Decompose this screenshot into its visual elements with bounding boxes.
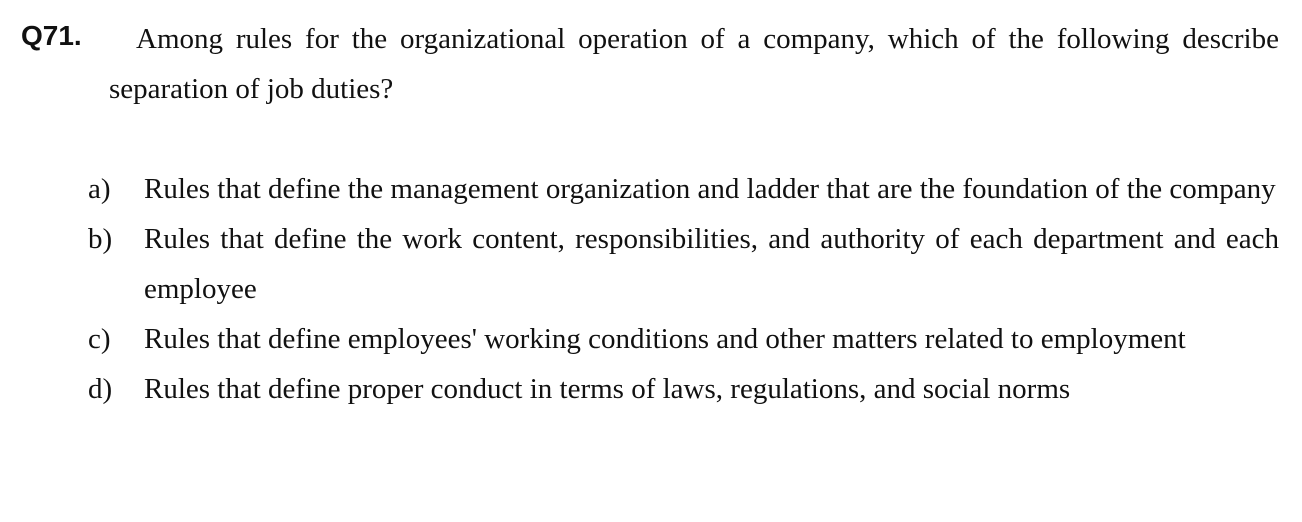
option-letter: a): [88, 173, 111, 205]
option-c: [88, 314, 1279, 364]
option-d: [88, 364, 1279, 414]
option-letter: d): [88, 373, 113, 405]
answer-options: [88, 164, 1279, 414]
option-text: Rules that define employees' working conditions and other matters related to employment: [144, 323, 1186, 355]
option-letter: c): [88, 323, 111, 355]
option-b: [88, 214, 1279, 314]
option-a: [88, 164, 1279, 214]
option-text: Rules that define the management organization and ladder that are the foundation of the company: [144, 173, 1276, 205]
question-number: Q71.: [21, 20, 82, 51]
question-text: Among rules for the organizational operation of a company, which of the following describe separation of job duties?: [109, 23, 1279, 105]
option-text: Rules that define proper conduct in terms of laws, regulations, and social norms: [144, 373, 1071, 405]
option-letter: b): [88, 223, 113, 255]
option-text: Rules that define the work content, responsibilities, and authority of each department and each employee: [144, 223, 1279, 305]
